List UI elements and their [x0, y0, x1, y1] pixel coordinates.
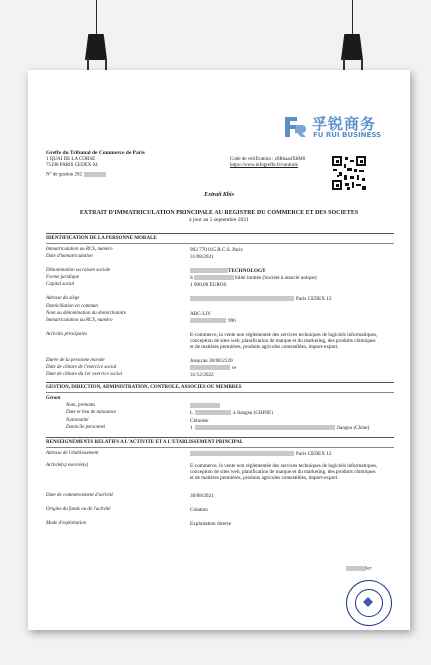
field-nom-prenoms: Nom, prénoms — [66, 403, 394, 411]
field-activites: Activités principales — [46, 332, 87, 337]
divider — [46, 382, 394, 383]
activites-text: E-commerce, la vente non réglementée des services techniques de logiciels informatiques, conception de sites web, planification de marque et du marketing, des produits chimiques et de matières premières, produits agricoles comestibles, import-export. — [190, 332, 378, 350]
field-adresse-etablissement: Adresse de l'établissement Paris CEDEX 12 — [46, 451, 332, 457]
qr-code — [332, 156, 366, 190]
field-domiciliataire-rcs: Immatriculation au RCS, numéro 996 — [46, 318, 236, 324]
redaction — [84, 172, 106, 177]
verification-url[interactable]: https://www.infogreffe.fr/controle — [230, 163, 298, 168]
document-subheading: à jour au 5 septembre 2021 — [189, 217, 249, 223]
greffe-address-line2: 75198 PARIS CEDEX 04 — [46, 163, 98, 168]
gestion-number: N° de gestion 202 — [46, 172, 106, 179]
section-gestion: GESTION, DIRECTION, ADMINISTRATION, CONTROLE, ASSOCIES OU MEMBRES — [46, 385, 242, 390]
signature-line: ier — [346, 566, 371, 573]
divider — [46, 243, 394, 244]
field-origine: Origine du fonds ou de l'activité Création — [46, 507, 208, 513]
gerant-title: Gérant — [46, 396, 61, 401]
field-premier-exercice: Date de clôture du 1er exercice social 31/12/2022 — [46, 372, 214, 378]
divider — [46, 447, 394, 448]
field-domicile: Domicile personnel 1 Jiangsu (Chine) — [66, 425, 370, 431]
field-mode-exploitation: Mode d'exploitation Exploitation directe — [46, 521, 232, 527]
field-siege: Adresse du siège Paris CEDEX 12 — [46, 296, 332, 302]
divider — [46, 392, 394, 393]
field-cloture: Date de clôture de l'exercice social re — [46, 365, 237, 371]
brand-logo — [282, 114, 402, 142]
divider — [46, 437, 394, 438]
document-heading: EXTRAIT D'IMMATRICULATION PRINCIPALE AU REGISTRE DU COMMERCE ET DES SOCIETES — [79, 210, 359, 216]
activite-exercee-text: E-commerce, la vente non réglementée des services techniques de logiciels informatiques, conception de sites web, planification de marque et du marketing, des produits chimiques et de matières premières, produits agricoles comestibles, import-export. — [190, 463, 378, 481]
field-domiciliataire: Nom ou dénomination du domiciliataire ABC-LIV — [46, 311, 212, 317]
section-identification: IDENTIFICATION DE LA PERSONNE MORALE — [46, 236, 157, 241]
field-duree: Durée de la personne morale Jusqu'au 30/08/2120 — [46, 358, 233, 364]
field-activite-exercee: Activité(s) exercée(s) — [46, 463, 89, 468]
field-nationalite: Nationalité Chinoise — [66, 418, 209, 424]
field-forme-juridique: Forme juridique S bilité limitée (Société à associé unique) — [46, 275, 317, 281]
official-seal — [346, 580, 392, 626]
document-title: Extrait Kbis — [204, 192, 234, 198]
field-capital: Capital social 1 000,00 EUROS — [46, 282, 227, 288]
field-domiciliation: Domiciliation en commun — [46, 304, 98, 309]
field-commencement: Date de commencement d'activité 30/08/2021 — [46, 493, 214, 499]
field-denomination: Dénomination ou raison sociale TECHNOLOGY — [46, 268, 266, 274]
greffe-address-line1: 1 QUAI DE LA CORSE — [46, 157, 96, 162]
section-activite: RENSEIGNEMENTS RELATIFS A L'ACTIVITE ET A L'ETABLISSEMENT PRINCIPAL — [46, 440, 244, 445]
field-immatriculation: Immatriculation au RCS, numéro 902 770 015 R.C.S. Paris — [46, 247, 243, 253]
verification-code: Code de vérification : z6Rhaa4XbM0 — [230, 157, 306, 162]
divider — [46, 233, 394, 234]
greffe-title: Greffe du Tribunal de Commerce de Paris — [46, 150, 145, 156]
brand-name-en: FU RUI BUSINESS — [313, 131, 382, 139]
field-date-immatriculation: Date d'immatriculation 31/08/2021 — [46, 254, 214, 260]
field-naissance: Date et lieu de naissance L à Jiangsu (CHINE) — [66, 410, 273, 416]
brand-name-cn: 孚锐商务 — [312, 115, 377, 133]
fr-logo-icon — [282, 114, 308, 140]
kbis-document — [28, 70, 410, 630]
